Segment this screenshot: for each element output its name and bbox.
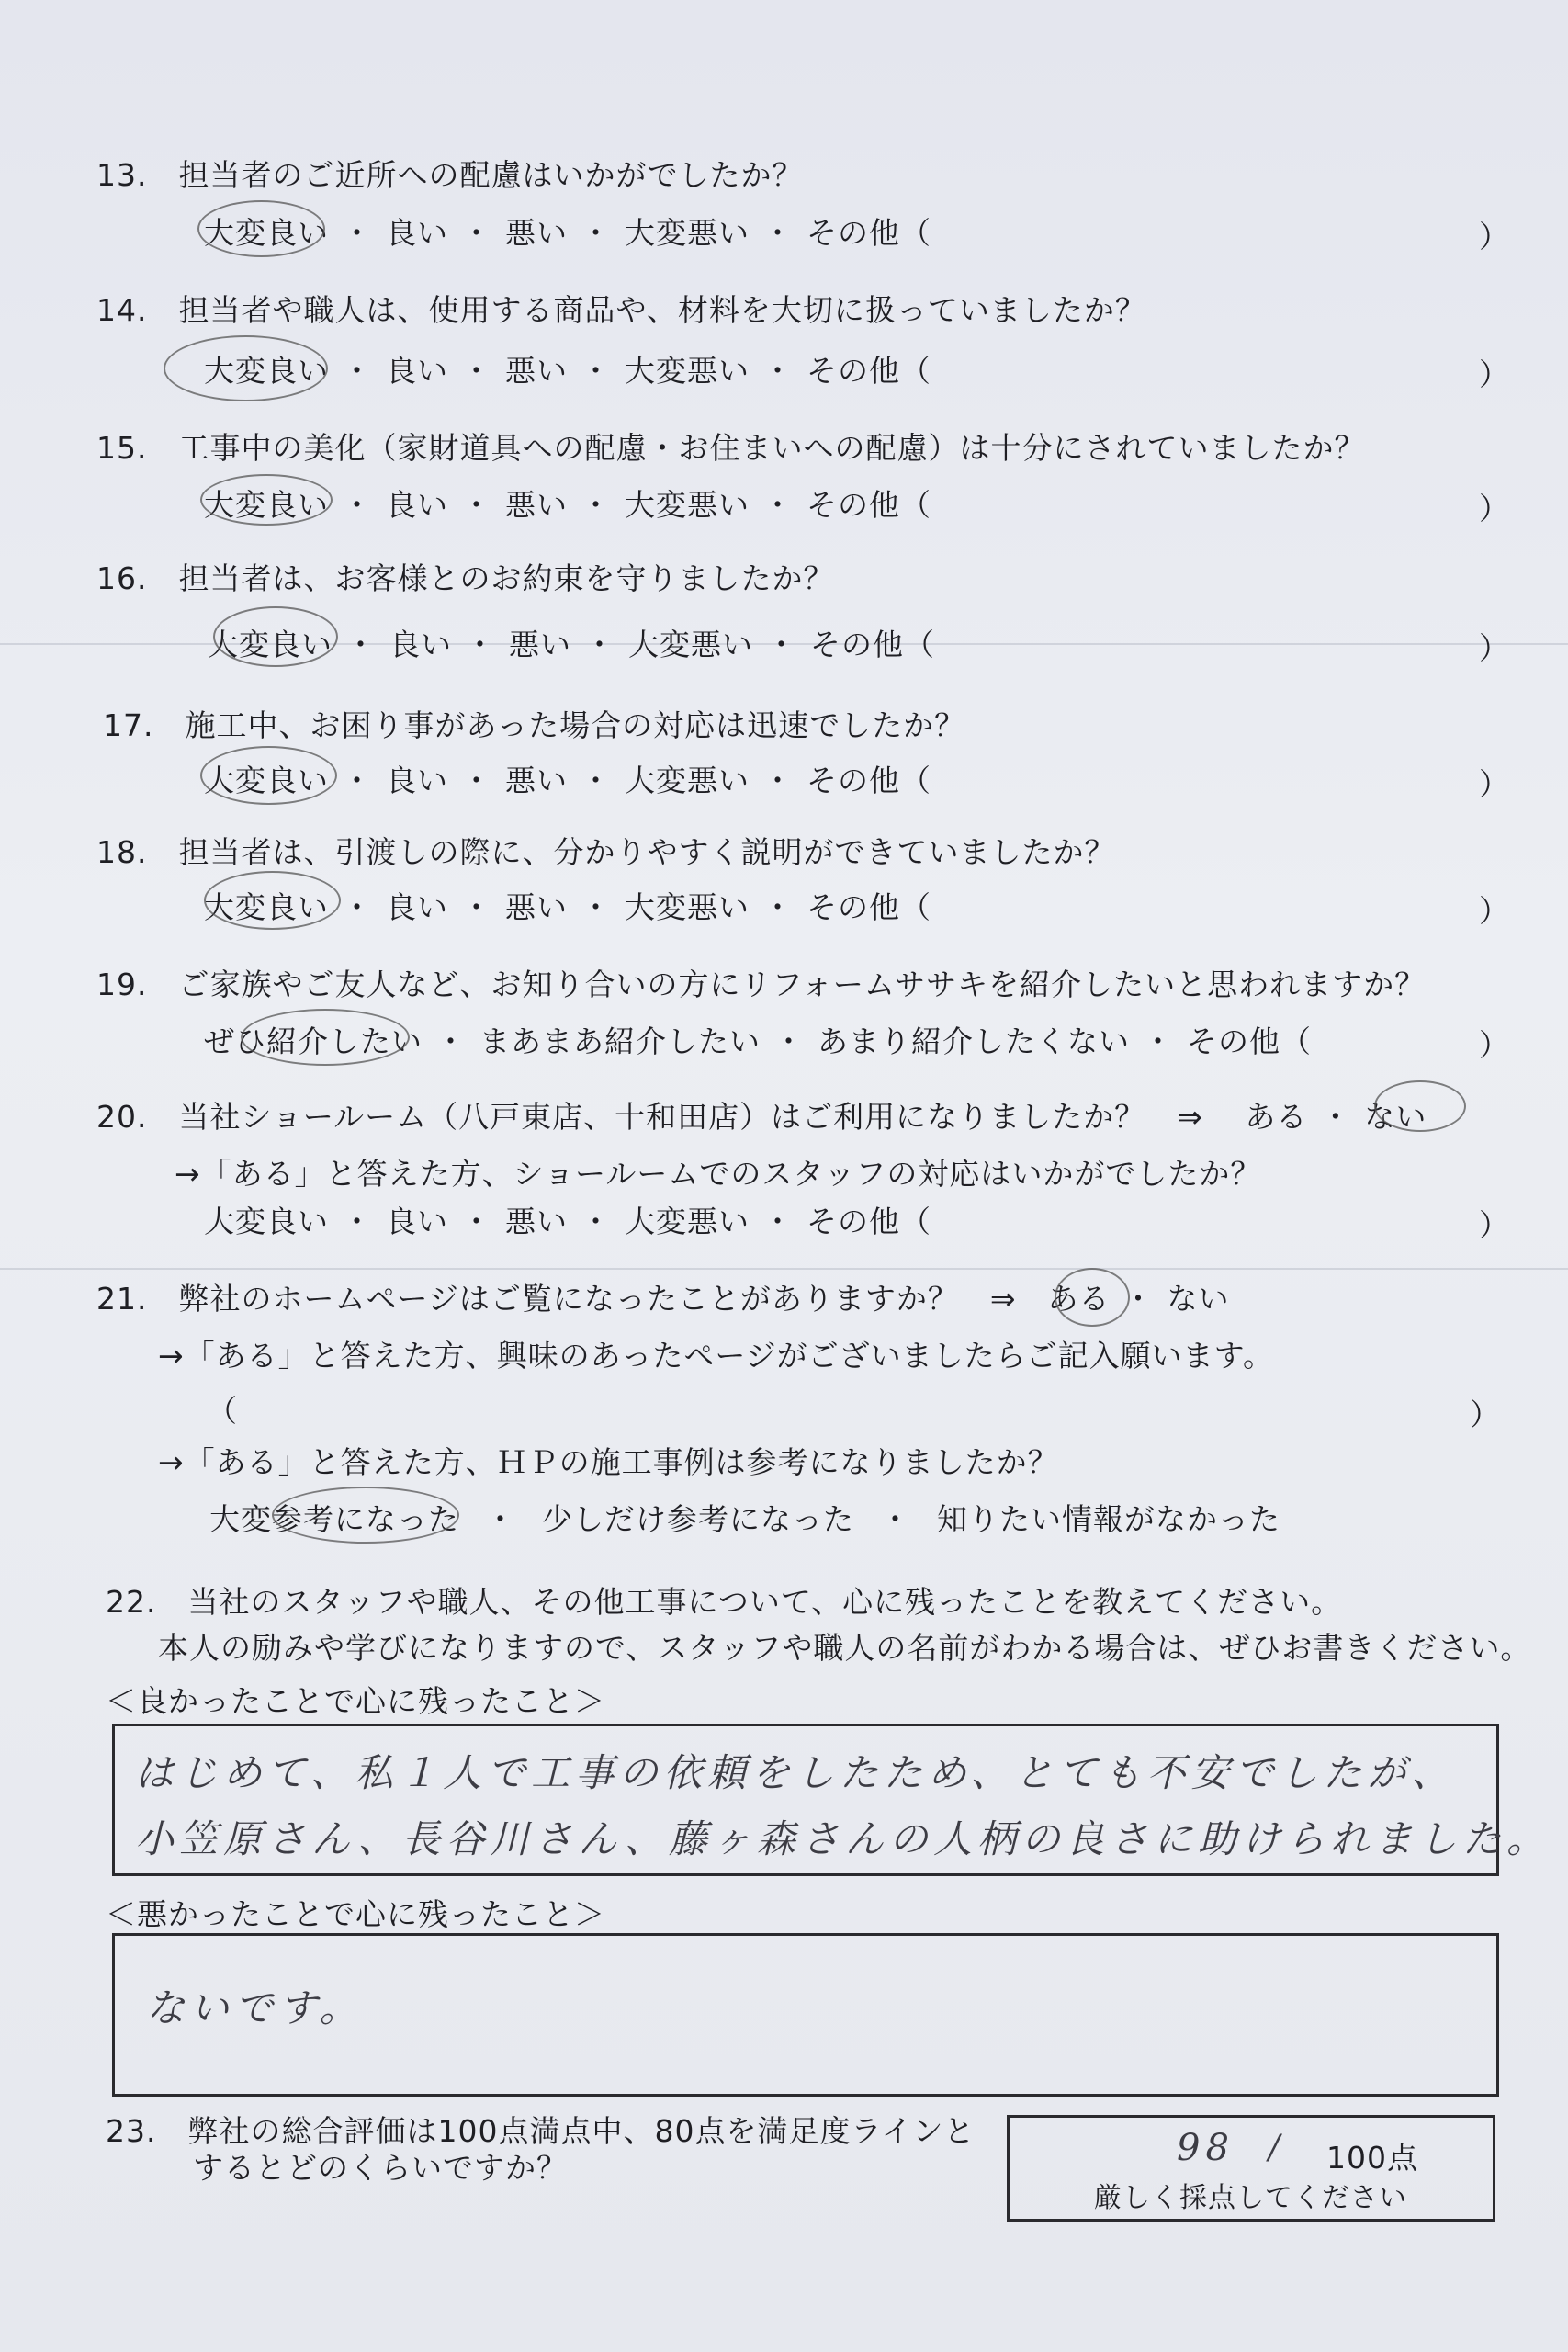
option-good[interactable]: 良い (386, 215, 448, 251)
option-very-bad[interactable]: 大変悪い (625, 889, 750, 925)
bad-memory-label: ＜悪かったことで心に残ったこと＞ (106, 1896, 605, 1932)
options-16: 大変良い ・ 良い ・ 悪い ・ 大変悪い ・ その他（ (208, 627, 935, 662)
question-number: 13. (96, 157, 148, 193)
option-good[interactable]: 良い (386, 487, 448, 523)
good-memory-label: ＜良かったことで心に残ったこと＞ (106, 1683, 605, 1719)
option-other[interactable]: その他（ (807, 487, 931, 523)
handwritten-line: ないです。 (146, 1985, 364, 2030)
option-good[interactable]: 良い (386, 763, 448, 798)
question-15 (96, 424, 1365, 468)
question-14 (96, 287, 1146, 330)
close-paren: ） (1479, 766, 1509, 802)
arrow-icon: ⇒ (1177, 1099, 1203, 1135)
question-22 (106, 1578, 1342, 1622)
close-paren: ） (1479, 1027, 1509, 1063)
options-20: 大変良い ・ 良い ・ 悪い ・ 大変悪い ・ その他（ (204, 1204, 931, 1239)
open-paren: （ (207, 1393, 237, 1429)
handwritten-line: 小笠原さん、長谷川さん、藤ヶ森さんの人柄の良さに助けられました。 (135, 1816, 1551, 1861)
option-bad[interactable]: 悪い (505, 763, 568, 798)
option-somewhat[interactable]: まあまあ紹介したい (479, 1023, 761, 1059)
question-number: 20. (96, 1099, 148, 1135)
option-other[interactable]: その他（ (807, 763, 931, 798)
option-bad[interactable]: 悪い (505, 353, 568, 389)
question-20: 20. 当社ショールーム（八戸東店、十和田店）はご利用になりましたか？ ⇒ ある ・ ない (96, 1099, 1427, 1135)
page-answer-field[interactable] (234, 1378, 1465, 1424)
option-not-really[interactable]: あまり紹介したくない (818, 1023, 1130, 1059)
option-good[interactable]: 良い (386, 1204, 448, 1239)
question-text: 担当者のご近所への配慮はいかがでしたか？ (178, 157, 804, 193)
question-number: 17. (103, 707, 154, 743)
good-memory-box[interactable] (112, 1724, 1551, 1876)
question-text: 当社ショールーム（八戸東店、十和田店）はご利用になりましたか？ (178, 1099, 1146, 1135)
score-note: 厳しく採点してください (1094, 2182, 1407, 2214)
question-18 (96, 829, 1115, 872)
close-paren: ） (1479, 1207, 1509, 1243)
option-very-helpful[interactable]: 大変参考になった (209, 1501, 459, 1537)
options-21: 大変参考になった ・ 少しだけ参考になった ・ 知りたい情報がなかった (209, 1501, 1280, 1537)
question-text: 当社のスタッフや職人、その他工事について、心に残ったことを教えてください。 (187, 1584, 1343, 1620)
followup-20: →「ある」と答えた方、ショールームでのスタッフの対応はいかがでしたか？ (175, 1156, 1262, 1192)
question-text: 担当者や職人は、使用する商品や、材料を大切に扱っていましたか？ (178, 292, 1146, 328)
question-text: 弊社のホームページはご覧になったことがありますか？ (178, 1281, 959, 1317)
option-other[interactable]: その他（ (1187, 1023, 1312, 1059)
answer-circle (1055, 1268, 1130, 1327)
question-21: 21. 弊社のホームページはご覧になったことがありますか？ ⇒ ある ・ ない (96, 1281, 1230, 1317)
question-text: 担当者は、引渡しの際に、分かりやすく説明ができていましたか？ (178, 834, 1116, 870)
option-bad[interactable]: 悪い (505, 487, 568, 523)
answer-circle (213, 606, 338, 667)
question-16 (96, 555, 834, 598)
question-22-note: 本人の励みや学びになりますので、スタッフや職人の名前がわかる場合は、ぜひお書きください。 (158, 1630, 1532, 1666)
options-15: 大変良い ・ 良い ・ 悪い ・ 大変悪い ・ その他（ (204, 487, 931, 523)
close-paren: ） (1479, 356, 1509, 392)
option-very-bad[interactable]: 大変悪い (628, 627, 753, 662)
option-yes[interactable]: ある (1047, 1281, 1111, 1317)
option-good[interactable]: 良い (389, 627, 452, 662)
score-max: 100点 (1326, 2140, 1418, 2176)
bad-memory-box[interactable] (112, 1933, 1499, 2097)
option-no[interactable]: ない (1364, 1099, 1427, 1135)
option-good[interactable]: 良い (386, 889, 448, 925)
question-number: 23. (106, 2113, 157, 2149)
question-text: 工事中の美化（家財道具への配慮・お住まいへの配慮）は十分にされていましたか？ (178, 430, 1366, 466)
score-slash: / (1269, 2129, 1286, 2166)
option-other[interactable]: その他（ (807, 215, 931, 251)
question-23-cont: するとどのくらいですか？ (193, 2150, 568, 2186)
option-yes[interactable]: ある (1245, 1099, 1308, 1135)
close-paren: ） (1479, 893, 1509, 929)
option-bad[interactable]: 悪い (505, 1204, 568, 1239)
option-other[interactable]: その他（ (810, 627, 935, 662)
option-definitely[interactable]: ぜひ紹介したい (204, 1023, 423, 1059)
option-slightly-helpful[interactable]: 少しだけ参考になった (542, 1501, 854, 1537)
score-value: 98 (1177, 2127, 1235, 2169)
question-13 (96, 152, 803, 195)
option-other[interactable]: その他（ (807, 1204, 931, 1239)
options-13: 大変良い ・ 良い ・ 悪い ・ 大変悪い ・ その他（ (204, 215, 931, 251)
option-very-good[interactable]: 大変良い (204, 763, 329, 798)
question-number: 15. (96, 430, 148, 466)
question-17 (103, 702, 965, 745)
question-number: 21. (96, 1281, 148, 1317)
followup-21-pages: →「ある」と答えた方、興味のあったページがございましたらご記入願います。 (158, 1338, 1275, 1374)
option-very-good[interactable]: 大変良い (204, 487, 329, 523)
option-very-bad[interactable]: 大変悪い (625, 763, 750, 798)
option-other[interactable]: その他（ (807, 353, 931, 389)
handwritten-line: はじめて、私１人で工事の依頼をしたため、とても不安でしたが、 (135, 1750, 1456, 1795)
answer-circle (200, 746, 337, 805)
question-text: 担当者は、お客様とのお約束を守りましたか？ (178, 560, 835, 596)
score-box[interactable] (1007, 2115, 1495, 2222)
options-17: 大変良い ・ 良い ・ 悪い ・ 大変悪い ・ その他（ (204, 763, 931, 798)
option-very-good[interactable]: 大変良い (204, 353, 329, 389)
option-bad[interactable]: 悪い (505, 215, 568, 251)
option-very-good[interactable]: 大変良い (204, 889, 329, 925)
answer-circle (204, 871, 341, 930)
option-no[interactable]: ない (1167, 1281, 1230, 1317)
option-very-good[interactable]: 大変良い (204, 1204, 329, 1239)
question-number: 14. (96, 292, 148, 328)
answer-circle (164, 335, 328, 401)
close-paren: ） (1479, 491, 1509, 526)
question-number: 16. (96, 560, 148, 596)
answer-circle (197, 200, 325, 257)
answer-circle (1374, 1080, 1466, 1132)
option-very-bad[interactable]: 大変悪い (625, 215, 750, 251)
option-very-good[interactable]: 大変良い (204, 215, 329, 251)
close-paren: ） (1479, 219, 1509, 254)
answer-circle (272, 1487, 459, 1544)
question-text: ご家族やご友人など、お知り合いの方にリフォームササキを紹介したいと思われますか？ (178, 967, 1427, 1002)
close-paren: ） (1479, 630, 1509, 666)
option-very-bad[interactable]: 大変悪い (625, 1204, 750, 1239)
option-bad[interactable]: 悪い (509, 627, 571, 662)
option-other[interactable]: その他（ (807, 889, 931, 925)
option-not-helpful[interactable]: 知りたい情報がなかった (937, 1501, 1280, 1537)
answer-circle (241, 1009, 410, 1066)
option-good[interactable]: 良い (386, 353, 448, 389)
question-text: 弊社の総合評価は100点満点中、80点を満足度ラインと (187, 2113, 976, 2149)
option-very-bad[interactable]: 大変悪い (625, 353, 750, 389)
arrow-icon: ⇒ (989, 1281, 1017, 1317)
question-19 (96, 961, 1426, 1004)
options-18: 大変良い ・ 良い ・ 悪い ・ 大変悪い ・ その他（ (204, 889, 931, 925)
question-text: 施工中、お困り事があった場合の対応は迅速でしたか？ (185, 707, 966, 743)
option-very-bad[interactable]: 大変悪い (625, 487, 750, 523)
option-bad[interactable]: 悪い (505, 889, 568, 925)
question-number: 18. (96, 834, 148, 870)
answer-circle (200, 474, 333, 526)
question-number: 19. (96, 967, 148, 1002)
option-very-good[interactable]: 大変良い (208, 627, 333, 662)
question-number: 22. (106, 1584, 157, 1620)
followup-21-examples: →「ある」と答えた方、ＨＰの施工事例は参考になりましたか？ (158, 1444, 1059, 1480)
options-19: ぜひ紹介したい ・ まあまあ紹介したい ・ あまり紹介したくない ・ その他（ (204, 1023, 1312, 1059)
options-14: 大変良い ・ 良い ・ 悪い ・ 大変悪い ・ その他（ (204, 353, 931, 389)
close-paren: ） (1470, 1396, 1500, 1432)
